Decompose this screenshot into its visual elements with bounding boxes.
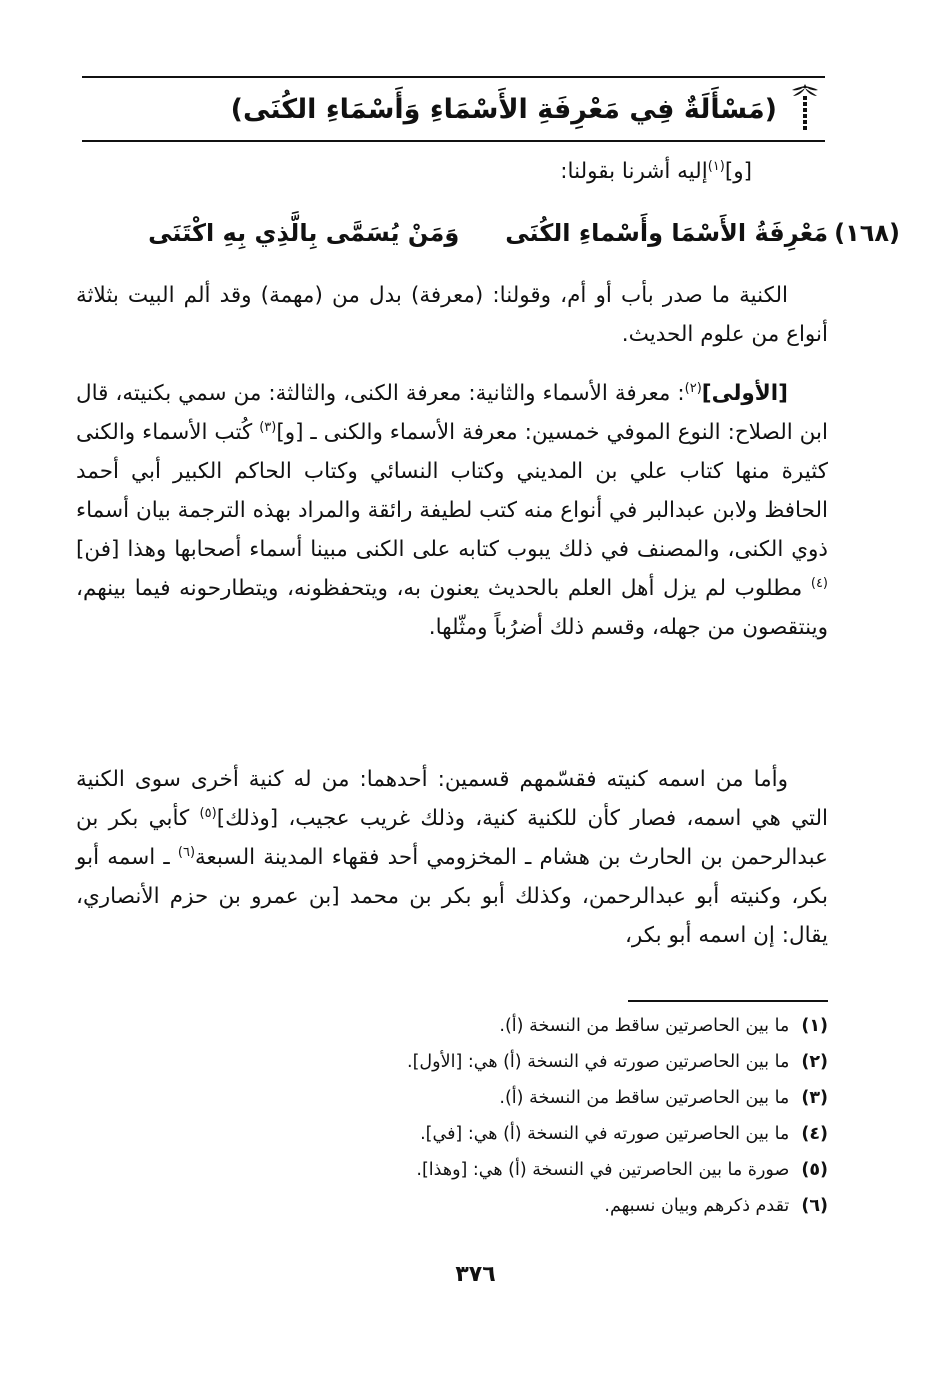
footnotes-list (200, 1008, 828, 1224)
footnote-text: تقدم ذكرهم وبيان نسبهم. (604, 1196, 790, 1216)
paragraph-text: كأبي بكر بن عبدالرحمن بن الحارث بن هشام ـ المخزومي أحد فقهاء المدينة السبعة (76, 806, 829, 870)
footnote-number: (١) (801, 1016, 828, 1036)
footnote-ref: (٢) (684, 380, 702, 396)
paragraph-text: : معرفة الأسماء والثانية: معرفة الكنى، والثالثة: من سمي بكنيته، قال ابن الصلاح: النوع الموفي خمسين: معرفة الأسماء والكنى ـ [و] (76, 381, 828, 445)
footnote-item (200, 1116, 828, 1152)
paragraph-text: وأما من اسمه كنيته فقسّمهم قسمين: أحدهما: من له كنية أخرى سوى الكنية التي هي اسمه، فصار كأن للكنية كنية، وذلك غريب عجيب، [وذلك] (76, 767, 829, 831)
paragraph-2 (76, 374, 828, 647)
section-header (82, 80, 825, 138)
intro-bracket: [و] (724, 159, 752, 184)
footnote-number: (٢) (801, 1052, 828, 1072)
footnote-number: (٤) (801, 1124, 828, 1144)
verse-line (70, 210, 900, 256)
footnote-text: ما بين الحاصرتين ساقط من النسخة (أ). (499, 1016, 790, 1036)
palm-ornament-icon (785, 80, 825, 138)
paragraph-text: مطلوب لم يزل أهل العلم بالحديث يعنون به، ويتحفظونه، ويتطارحونه فيما بينهم، وينتقصون من جهله، وقسم ذلك أضرُباً ومثّلها. (76, 576, 828, 640)
footnote-item (200, 1152, 828, 1188)
bold-term: [الأولى] (701, 381, 788, 406)
footnote-text: ما بين الحاصرتين صورته في النسخة (أ) هي: [في]. (420, 1124, 790, 1144)
intro-line (76, 152, 828, 191)
footnote-ref: (٦) (177, 844, 196, 860)
section-title: (مَسْأَلَةٌ فِي مَعْرِفَةِ الأَسْمَاءِ وَأَسْمَاءِ الكُنَى) (230, 93, 777, 125)
paragraph-text: ـ اسمه أبو بكر، وكنيته أبو عبدالرحمن، وكذلك أبو بكر بن محمد [بن عمرو بن حزم الأنصاري، يقال: إن اسمه أبو بكر، (76, 845, 828, 948)
page-number: ٣٧٦ (455, 1262, 496, 1287)
paragraph-1: الكنية ما صدر بأب أو أم، وقولنا: (معرفة) بدل من (مهمة) وقد ألم البيت بثلاثة أنواع من علوم الحديث. (76, 283, 828, 347)
footnote-text: ما بين الحاصرتين صورته في النسخة (أ) هي: [الأول]. (407, 1052, 790, 1072)
footnote-ref: (٤) (810, 575, 828, 591)
footnote-text: صورة ما بين الحاصرتين في النسخة (أ) هي: [وهذا]. (416, 1160, 790, 1180)
footnote-item (200, 1188, 828, 1224)
footnote-ref: (٣) (259, 419, 277, 435)
footnote-number: (٣) (801, 1088, 828, 1108)
paragraph-text: كُتب الأسماء والكنى كثيرة منها كتاب علي بن المديني وكتاب النسائي وكتاب الحاكم الكبير أبي أحمد الحافظ ولابن عبدالبر في أنواع منه كتب لطيفة رائقة والمراد بهذه الترجمة بيان أسماء ذوي الكنى، والمصنف في ذلك يبوب كتابه على الكنى مبينا أسماء أصحابها وهذا [فن] (76, 420, 828, 562)
verse-hemistich-second: وَمَنْ يُسَمَّى بِالَّذِي بِهِ اكْتَنَى (148, 219, 460, 247)
header-bottom-rule (82, 140, 825, 142)
footnote-ref: (٥) (199, 805, 217, 821)
footnote-item (200, 1044, 828, 1080)
intro-text: إليه أشرنا بقولنا: (560, 159, 708, 184)
footnote-ref: (١) (707, 158, 725, 174)
footnote-item (200, 1008, 828, 1044)
footnote-separator (628, 1000, 828, 1002)
footnote-number: (٦) (801, 1196, 828, 1216)
verse-hemistich-first: مَعْرِفَةُ الأَسْمَا وأَسْماءِ الكُنَى (505, 219, 829, 247)
footnote-item (200, 1080, 828, 1116)
footnote-text: ما بين الحاصرتين ساقط من النسخة (أ). (499, 1088, 790, 1108)
header-top-rule (82, 76, 825, 78)
verse-number: (١٦٨) (834, 219, 900, 247)
footnote-number: (٥) (801, 1160, 828, 1180)
paragraph-3 (76, 760, 828, 955)
